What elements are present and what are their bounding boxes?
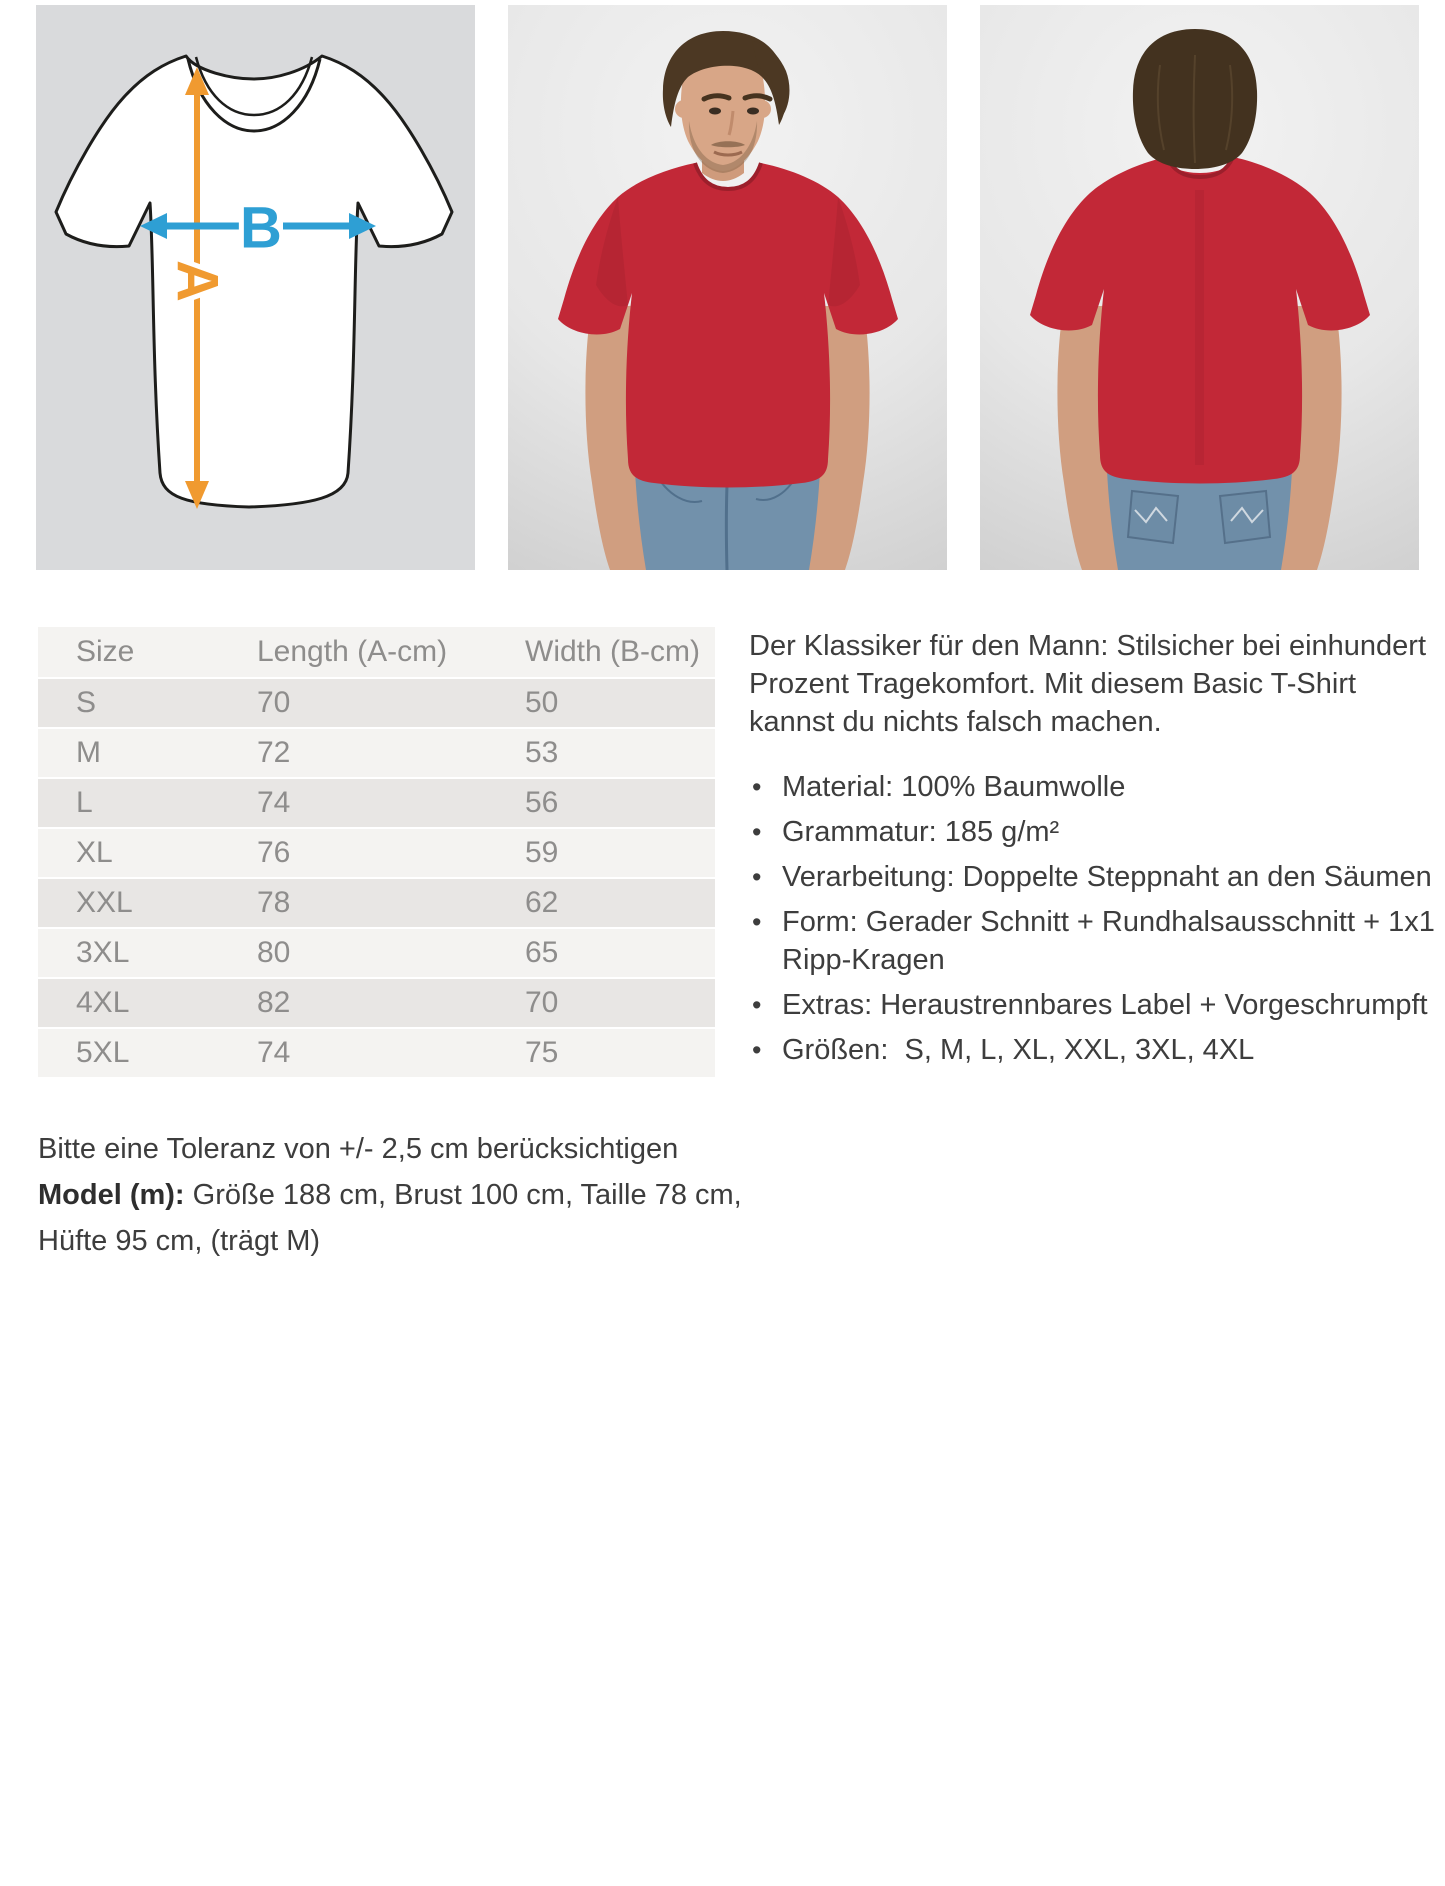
cell-width: 50	[525, 686, 559, 719]
cell-size: XL	[76, 836, 113, 869]
cell-size: S	[76, 686, 97, 719]
tshirt-measurement-diagram	[36, 5, 475, 570]
col-header-width: Width (B-cm)	[525, 635, 700, 668]
cell-size: 5XL	[76, 1036, 130, 1069]
cell-length: 72	[257, 736, 291, 769]
model-front-photo[interactable]	[508, 5, 947, 570]
cell-width: 65	[525, 936, 559, 969]
tshirt-outline	[56, 56, 452, 507]
cell-width: 56	[525, 786, 559, 819]
cell-size: 4XL	[76, 986, 130, 1019]
size-diagram-image[interactable]	[36, 5, 475, 570]
feature-material: • Material: 100% Baumwolle	[749, 768, 1439, 806]
cell-size: 3XL	[76, 936, 130, 969]
cell-length: 74	[257, 786, 291, 819]
feature-verarbeitung: • Verarbeitung: Doppelte Steppnaht an den Säumen	[749, 858, 1439, 896]
cell-length: 76	[257, 836, 291, 869]
table-row	[38, 1027, 715, 1077]
feature-list	[749, 768, 1443, 1069]
cell-length: 74	[257, 1036, 291, 1069]
table-row	[38, 927, 715, 977]
col-header-length: Length (A-cm)	[257, 635, 448, 668]
model-back-illustration	[980, 5, 1419, 570]
product-description	[749, 627, 1443, 1076]
cell-width: 62	[525, 886, 559, 919]
tolerance-text: Bitte eine Toleranz von +/- 2,5 cm berücksichtigen	[38, 1133, 679, 1165]
cell-size: L	[76, 786, 93, 819]
cell-width: 59	[525, 836, 559, 869]
product-image-row	[36, 5, 1419, 570]
cell-size: M	[76, 736, 101, 769]
cell-length: 78	[257, 886, 291, 919]
feature-grammatur: • Grammatur: 185 g/m²	[749, 813, 1439, 851]
head-back	[1133, 29, 1257, 169]
cell-width: 75	[525, 1036, 559, 1069]
col-header-size: Size	[76, 635, 135, 668]
model-text: Größe 188 cm, Brust 100 cm, Taille 78 cm, Hüfte 95 cm, (trägt M)	[38, 1179, 742, 1257]
cell-size: XXL	[76, 886, 133, 919]
cell-length: 82	[257, 986, 291, 1019]
description-intro: Der Klassiker für den Mann: Stilsicher bei einhundert Prozent Tragekomfort. Mit diesem Basic T-Shirt kannst du nichts falsch machen.	[749, 630, 1426, 738]
label-b: B	[240, 195, 282, 261]
table-row	[38, 727, 715, 777]
table-row	[38, 977, 715, 1027]
model-front-illustration	[508, 5, 947, 570]
size-table-header	[38, 627, 715, 677]
label-a: A	[164, 260, 230, 302]
tolerance-note	[38, 1126, 768, 1264]
cell-length: 80	[257, 936, 291, 969]
head-front	[663, 31, 790, 173]
table-row	[38, 777, 715, 827]
cell-width: 70	[525, 986, 559, 1019]
model-back-photo[interactable]	[980, 5, 1419, 570]
feature-form: • Form: Gerader Schnitt + Rundhalsausschnitt + 1x1 Ripp-Kragen	[749, 903, 1439, 979]
table-row	[38, 877, 715, 927]
size-table	[38, 627, 715, 1077]
model-label: Model (m):	[38, 1179, 185, 1211]
feature-extras: • Extras: Heraustrennbares Label + Vorgeschrumpft	[749, 986, 1439, 1024]
cell-length: 70	[257, 686, 291, 719]
model-measurements	[38, 1172, 768, 1264]
cell-width: 53	[525, 736, 559, 769]
feature-groessen: • Größen: S, M, L, XL, XXL, 3XL, 4XL	[749, 1031, 1439, 1069]
table-row	[38, 677, 715, 727]
table-row	[38, 827, 715, 877]
